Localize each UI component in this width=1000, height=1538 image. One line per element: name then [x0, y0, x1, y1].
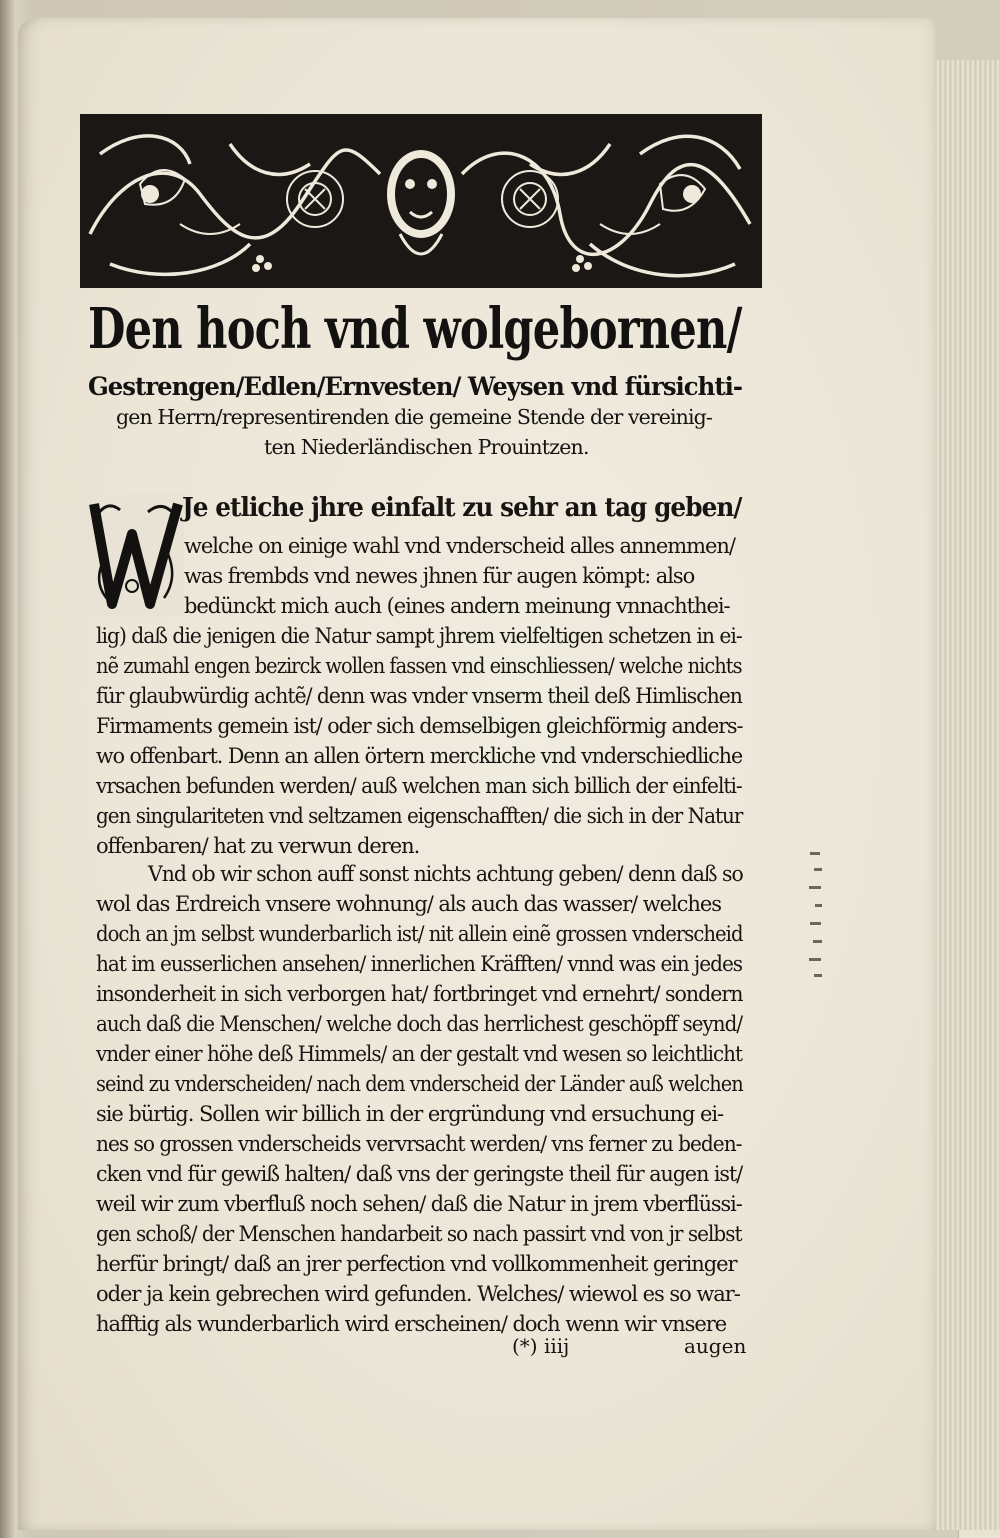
text-line: doch an jm selbst wunderbarlich ist/ nit allein einẽ grossen vnderscheid — [96, 922, 743, 946]
text-line: hafftig als wunderbarlich wird erscheinen/ doch wenn wir vnsere — [96, 1312, 727, 1336]
text-line: cken vnd für gewiß halten/ daß vns der geringste theil für augen ist/ — [96, 1162, 743, 1186]
page-block-edges — [930, 60, 1000, 1530]
signature-mark: (*) iiij — [512, 1334, 570, 1358]
ornamental-headpiece — [80, 114, 762, 288]
text-line: sie bürtig. Sollen wir billich in der ergründung vnd ersuchung ei- — [96, 1102, 724, 1126]
decorated-initial-w-icon — [88, 494, 184, 616]
text-line: insonderheit in sich verborgen hat/ fortbringet vnd ernehrt/ sondern — [96, 982, 743, 1006]
marginal-specks — [806, 848, 830, 982]
text-line: für glaubwürdig achtẽ/ denn was vnder vnserm theil deß Himlischen — [96, 684, 742, 708]
text-line: offenbaren/ hat zu verwun deren. — [96, 834, 420, 858]
text-line: auch daß die Menschen/ welche doch das herrlichest geschöpff seynd/ — [96, 1012, 743, 1036]
text-line: vnder einer höhe deß Himmels/ an der gestalt vnd wesen so leichtlicht — [96, 1042, 742, 1066]
text-line: nẽ zumahl engen bezirck wollen fassen vnd einschliessen/ welche nichts — [96, 654, 742, 678]
text-line: gen singulariteten vnd seltzamen eigenschafften/ die sich in der Natur — [96, 804, 743, 828]
dedication-subtitle-line-3: ten Niederländischen Prouintzen. — [264, 435, 589, 459]
text-line: gen schoß/ der Menschen handarbeit so nach passirt vnd von jr selbst — [96, 1222, 742, 1246]
text-line: welche on einige wahl vnd vnderscheid alles annemmen/ — [184, 534, 735, 558]
text-line: was frembds vnd newes jhnen für augen kömpt: also — [184, 564, 695, 588]
text-line: Firmaments gemein ist/ oder sich demselbigen gleichförmig anders- — [96, 714, 743, 738]
text-line: Je etliche jhre einfalt zu sehr an tag geben/ — [182, 493, 742, 523]
text-line: herfür bringt/ daß an jrer perfection vnd vollkommenheit geringer — [96, 1252, 737, 1276]
facing-page-edge — [0, 0, 16, 1538]
text-line: oder ja kein gebrechen wird gefunden. Welches/ wiewol es so war- — [96, 1282, 740, 1306]
catchword: augen — [684, 1334, 747, 1358]
text-line: vrsachen befunden werden/ auß welchen man sich billich der einfelti- — [96, 774, 742, 798]
text-line: lig) daß die jenigen die Natur sampt jhrem vielfeltigen schetzen in ei- — [96, 624, 742, 648]
text-line: wol das Erdreich vnsere wohnung/ als auch das wasser/ welches — [96, 892, 721, 916]
text-line: seind zu vnderscheiden/ nach dem vnderscheid der Länder auß welchen — [96, 1072, 743, 1096]
dedication-subtitle-line-1: Gestrengen/Edlen/Ernvesten/ Weysen vnd fürsichti- — [88, 372, 743, 401]
text-line: Vnd ob wir schon auff sonst nichts achtung geben/ denn daß so — [148, 862, 743, 886]
dedication-subtitle-line-2: gen Herrn/representirenden die gemeine Stende der vereinig- — [116, 405, 712, 429]
dedication-title: Den hoch vnd wolgebornen/ — [88, 296, 742, 362]
text-line: hat im eusserlichen ansehen/ innerlichen Kräfften/ vnnd was ein jedes — [96, 952, 743, 976]
text-line: weil wir zum vberfluß noch sehen/ daß die Natur in jrem vberflüssi- — [96, 1192, 742, 1216]
text-line: nes so grossen vnderscheids vervrsacht werden/ vns ferner zu beden- — [96, 1132, 742, 1156]
text-line: bedünckt mich auch (eines andern meinung vnnachthei- — [184, 594, 730, 618]
text-line: wo offenbart. Denn an allen örtern merckliche vnd vnderschiedliche — [96, 744, 743, 768]
